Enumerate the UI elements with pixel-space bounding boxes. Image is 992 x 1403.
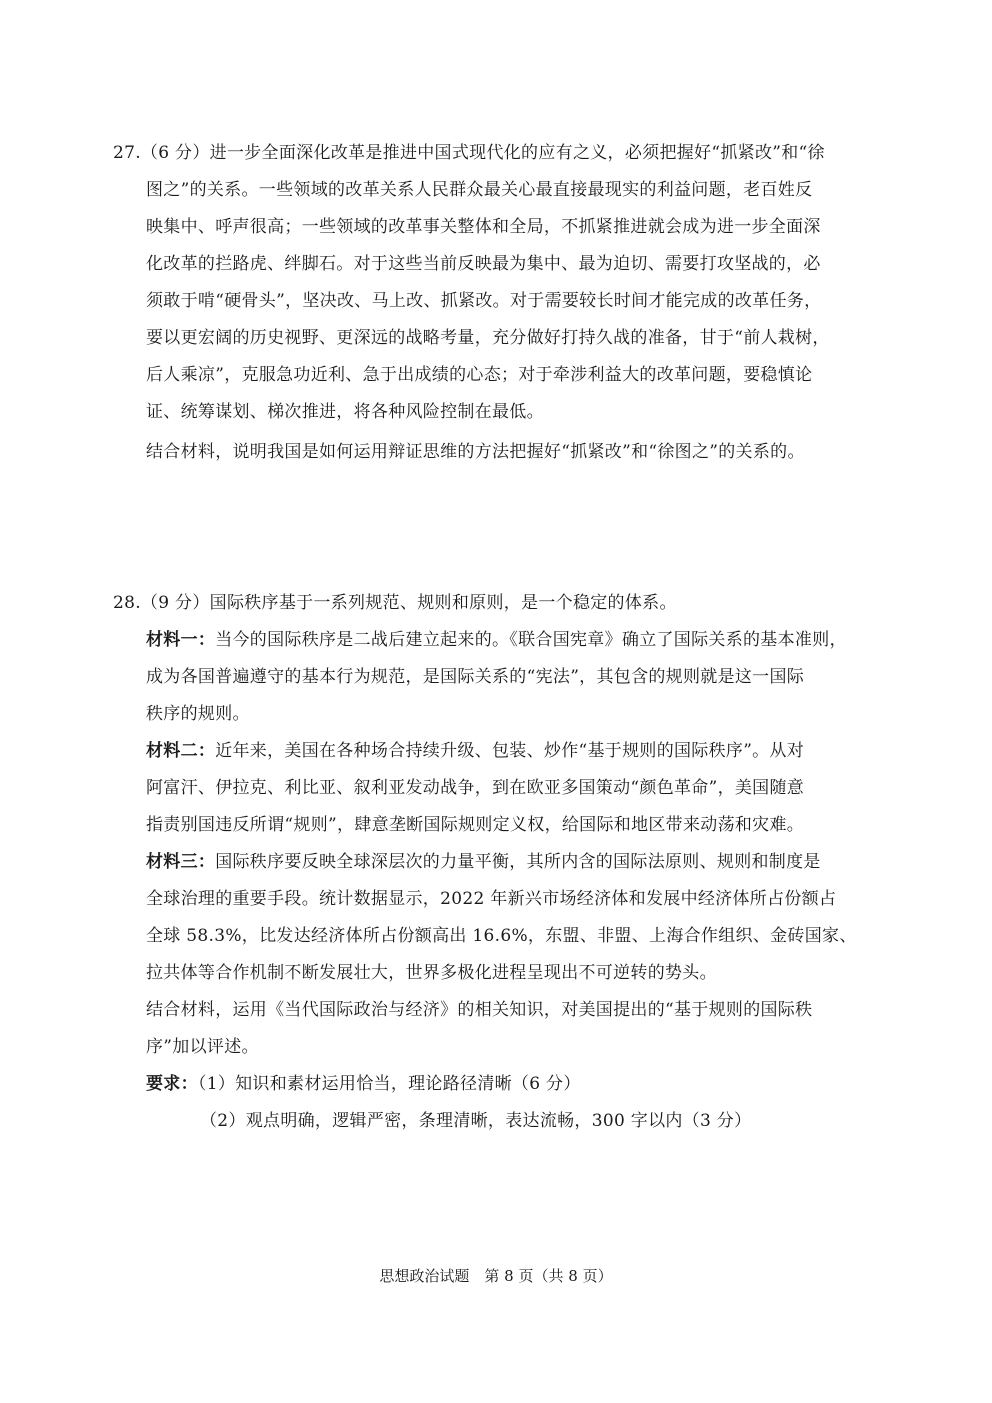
material-2-line: 阿富汗、伊拉克、利比亚、叙利亚发动战争，到在欧亚多国策动“颜色革命”，美国随意 xyxy=(146,778,805,798)
q28-question-line: 序”加以评述。 xyxy=(146,1037,259,1057)
material-3-line: 拉共体等合作机制不断发展壮大，世界多极化进程呈现出不可逆转的势头。 xyxy=(146,963,717,983)
q28-intro: 28.（9 分）国际秩序基于一系列规范、规则和原则，是一个稳定的体系。 xyxy=(113,593,677,613)
requirement-label: 要求： xyxy=(146,1074,198,1094)
material-3-line: 全球治理的重要手段。统计数据显示，2022 年新兴市场经济体和发展中经济体所占份额占 xyxy=(146,889,837,909)
material-1-line: 秩序的规则。 xyxy=(146,704,250,724)
page-footer: 思想政治试题 第 8 页（共 8 页） xyxy=(379,1267,613,1285)
material-1-line: 成为各国普遍遵守的基本行为规范，是国际关系的“宪法”，其包含的规则就是这一国际 xyxy=(146,667,805,687)
material-3-line: 材料三：国际秩序要反映全球深层次的力量平衡，其所内含的国际法原则、规则和制度是 xyxy=(146,852,821,872)
q27-line: 映集中、呼声很高；一些领域的改革事关整体和全局，不抓紧推进就会成为进一步全面深 xyxy=(146,217,821,237)
q27-line: 27.（6 分）进一步全面深化改革是推进中国式现代化的应有之义，必须把握好“抓紧改”和“徐 xyxy=(113,143,825,163)
requirement-line: 要求：（1）知识和素材运用恰当，理论路径清晰（6 分） xyxy=(146,1074,581,1094)
material-3-line: 全球 58.3%，比发达经济体所占份额高出 16.6%，东盟、非盟、上海合作组织、金砖国家、 xyxy=(146,926,857,946)
q27-line: 化改革的拦路虎、绊脚石。对于这些当前反映最为集中、最为迫切、需要打攻坚战的，必 xyxy=(146,254,821,274)
material-1-line: 材料一：当今的国际秩序是二战后建立起来的。《联合国宪章》确立了国际关系的基本准则， xyxy=(146,630,847,650)
material-2-line: 指责别国违反所谓“规则”，肆意垄断国际规则定义权，给国际和地区带来动荡和灾难。 xyxy=(146,815,805,835)
material-1-label: 材料一： xyxy=(146,630,216,650)
q27-line: 须敢于啃“硬骨头”，坚决改、马上改、抓紧改。对于需要较长时间才能完成的改革任务， xyxy=(146,291,822,311)
q27-line: 后人乘凉”，克服急功近利、急于出成绩的心态；对于牵涉利益大的改革问题，要稳慎论 xyxy=(146,365,813,385)
q27-question: 结合材料，说明我国是如何运用辩证思维的方法把握好“抓紧改”和“徐图之”的关系的。 xyxy=(146,442,805,462)
requirement-line: （2）观点明确，逻辑严密，条理清晰，表达流畅，300 字以内（3 分） xyxy=(200,1111,752,1131)
material-2-label: 材料二： xyxy=(146,741,216,761)
q27-line: 图之”的关系。一些领域的改革关系人民群众最关心最直接最现实的利益问题，老百姓反 xyxy=(146,180,813,200)
q27-line: 证、统筹谋划、梯次推进，将各种风险控制在最低。 xyxy=(146,402,544,422)
q27-line: 要以更宏阔的历史视野、更深远的战略考量，充分做好打持久战的准备，甘于“前人栽树， xyxy=(146,328,830,348)
material-2-line: 材料二：近年来，美国在各种场合持续升级、包装、炒作“基于规则的国际秩序”。从对 xyxy=(146,741,805,761)
material-3-label: 材料三： xyxy=(146,852,216,872)
q28-question-line: 结合材料，运用《当代国际政治与经济》的相关知识，对美国提出的“基于规则的国际秩 xyxy=(146,1000,813,1020)
